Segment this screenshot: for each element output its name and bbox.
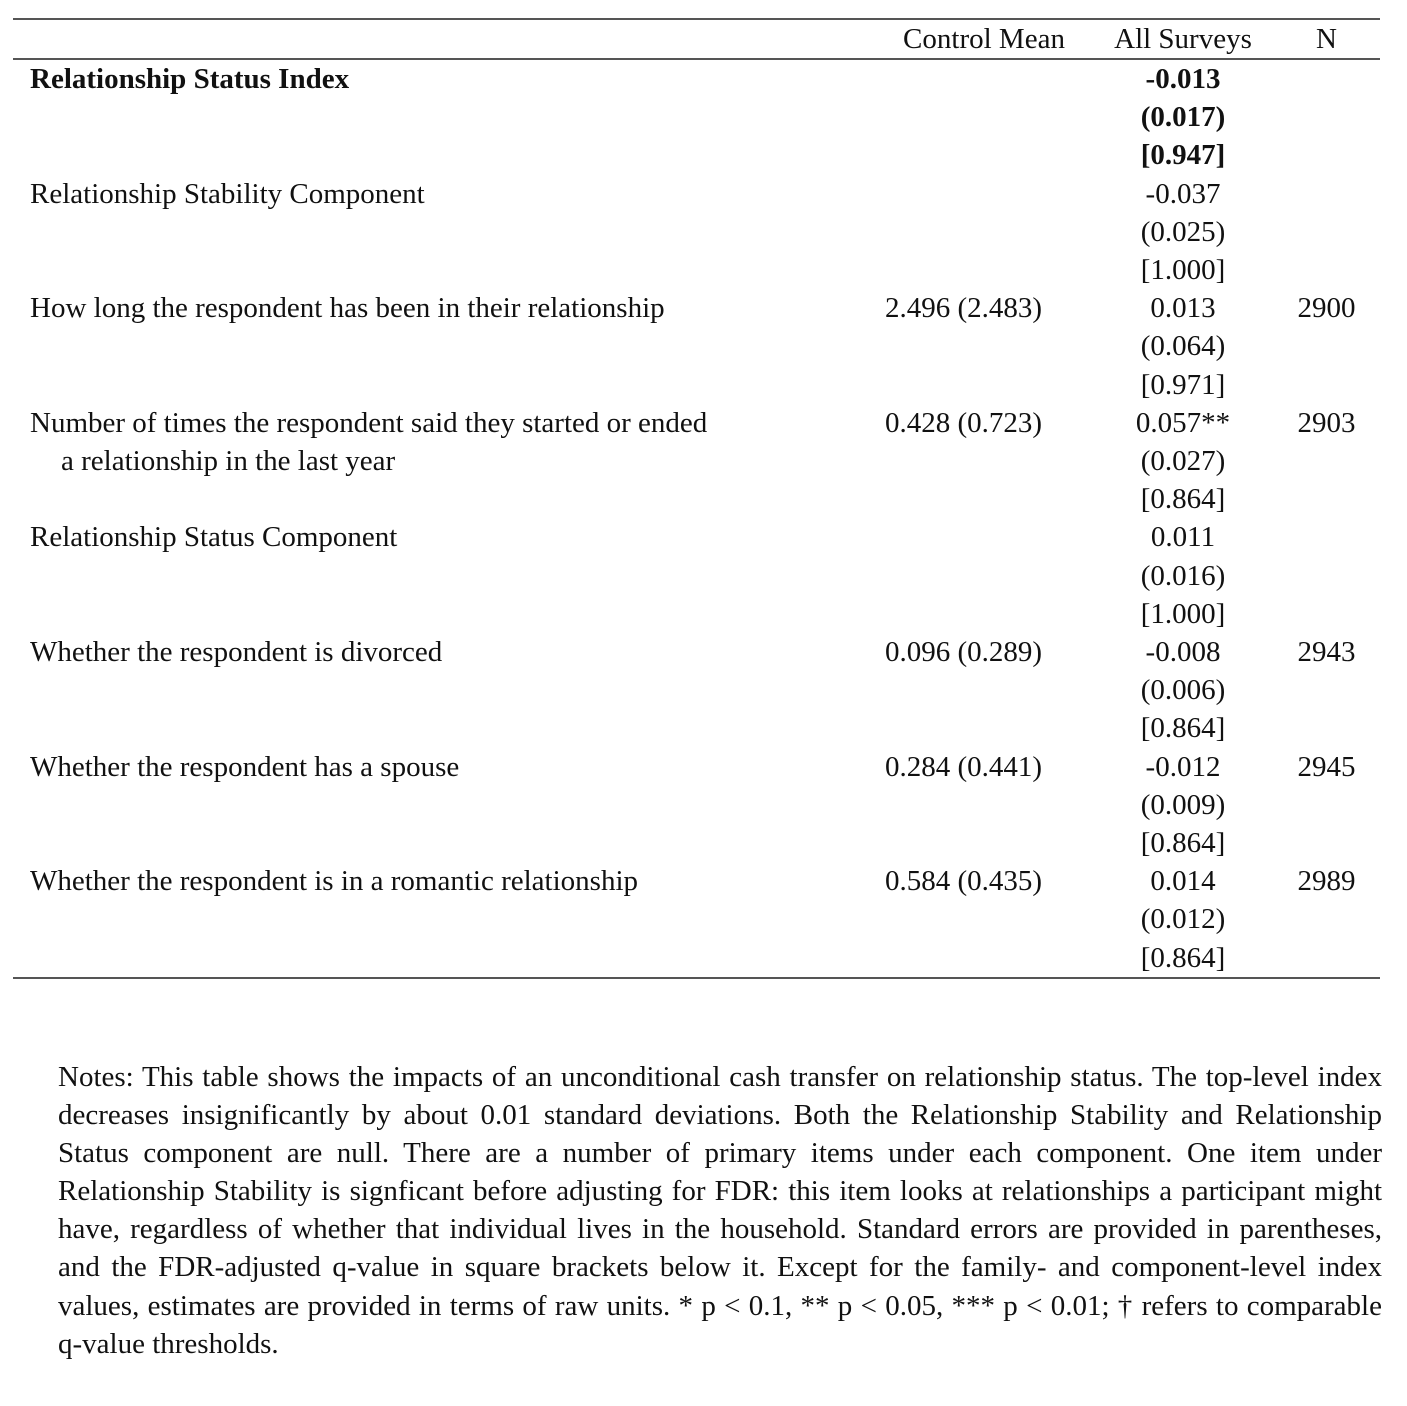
- row-label: [13, 404, 875, 519]
- n-cell: 2989: [1297, 865, 1356, 898]
- standard-error: (0.017): [1140, 101, 1226, 134]
- row-label-continuation: a relationship in the last year: [61, 445, 396, 478]
- control-mean-cell: 0.284 (0.441): [885, 750, 1043, 783]
- table-row: [13, 518, 1380, 633]
- estimate-cell: [1093, 862, 1273, 977]
- row-label-text: Whether the respondent has a spouse: [30, 750, 460, 783]
- estimate-cell: [1093, 518, 1273, 633]
- point-estimate: -0.013: [1145, 63, 1221, 95]
- table-body: [13, 60, 1380, 977]
- q-value: [0.971]: [1140, 368, 1226, 401]
- table-row: [13, 175, 1380, 290]
- header-n: N: [1316, 23, 1337, 55]
- control-mean-cell: [875, 518, 1093, 633]
- control-mean-cell: [875, 175, 1093, 290]
- q-value: [0.947]: [1140, 139, 1226, 172]
- estimate-cell: [1093, 60, 1273, 175]
- standard-error: (0.009): [1140, 788, 1226, 821]
- table-row: [13, 862, 1380, 977]
- q-value: [0.864]: [1140, 827, 1226, 860]
- n-cell: 2943: [1297, 636, 1356, 669]
- n-cell: 2945: [1297, 750, 1356, 783]
- n-cell: [1273, 60, 1380, 175]
- q-value: [1.000]: [1140, 597, 1226, 630]
- table-row: [13, 748, 1380, 863]
- table-row: [13, 60, 1380, 175]
- point-estimate: -0.012: [1145, 750, 1221, 783]
- row-label-text: Whether the respondent is divorced: [30, 636, 443, 669]
- row-label: [13, 175, 875, 290]
- estimate-cell: [1093, 748, 1273, 863]
- row-label-text: Number of times the respondent said they started or ended: [30, 406, 708, 439]
- standard-error: (0.016): [1140, 559, 1226, 592]
- row-label: [13, 60, 875, 175]
- header-all-surveys: All Surveys: [1114, 23, 1252, 55]
- standard-error: (0.012): [1140, 903, 1226, 936]
- point-estimate: 0.014: [1150, 865, 1216, 898]
- q-value: [1.000]: [1140, 254, 1226, 287]
- control-mean-cell: 0.096 (0.289): [885, 636, 1043, 669]
- header-control-mean: Control Mean: [903, 23, 1065, 55]
- point-estimate: -0.008: [1145, 636, 1221, 669]
- point-estimate: 0.057**: [1135, 406, 1231, 439]
- row-label-text: Relationship Status Component: [30, 521, 398, 554]
- point-estimate: 0.011: [1150, 521, 1216, 554]
- results-table: [13, 18, 1380, 979]
- estimate-cell: [1093, 289, 1273, 404]
- point-estimate: -0.037: [1145, 177, 1221, 210]
- q-value: [0.864]: [1140, 483, 1226, 516]
- standard-error: (0.006): [1140, 674, 1226, 707]
- point-estimate: 0.013: [1150, 292, 1216, 325]
- row-label-text: Whether the respondent is in a romantic relationship: [30, 865, 639, 898]
- n-cell: 2900: [1297, 292, 1356, 325]
- control-mean-cell: 0.584 (0.435): [885, 865, 1043, 898]
- row-label: [13, 289, 875, 404]
- table-notes: Notes: This table shows the impacts of an unconditional cash transfer on relationship status. The top-level index decreases insignificantly by about 0.01 standard deviations. Both the Relationship Stability and Relationship Status component are null. There are a number of primary items under each component. One item under Relationship Stability is signficant before adjusting for FDR: this item looks at relationships a participant might have, regardless of whether that individual lives in the household. Standard errors are provided in parentheses, and the FDR-adjusted q-value in square brackets below it. Except for the family- and component-level index values, estimates are provided in terms of raw units. * p < 0.1, ** p < 0.05, *** p < 0.01; † refers to comparable q-value thresholds.: [58, 1061, 1382, 1360]
- standard-error: (0.027): [1140, 445, 1226, 478]
- table-row: [13, 404, 1380, 519]
- standard-error: (0.064): [1140, 330, 1226, 363]
- n-cell: 2903: [1297, 406, 1356, 439]
- estimate-cell: [1093, 175, 1273, 290]
- n-cell: [1273, 175, 1380, 290]
- q-value: [0.864]: [1140, 712, 1226, 745]
- q-value: [0.864]: [1140, 941, 1226, 974]
- header-label: [13, 20, 875, 58]
- control-mean-cell: 0.428 (0.723): [885, 406, 1043, 439]
- row-label: [13, 518, 875, 633]
- control-mean-cell: 2.496 (2.483): [885, 292, 1043, 325]
- estimate-cell: [1093, 404, 1273, 519]
- standard-error: (0.025): [1140, 215, 1226, 248]
- row-label: [13, 862, 875, 977]
- n-cell: [1273, 518, 1380, 633]
- control-mean-cell: [875, 60, 1093, 175]
- row-label-text: Relationship Stability Component: [30, 177, 425, 210]
- table-row: [13, 633, 1380, 748]
- row-label-text: How long the respondent has been in their relationship: [30, 292, 665, 325]
- table-row: [13, 289, 1380, 404]
- row-label: [13, 748, 875, 863]
- table-header: [13, 20, 1380, 60]
- row-label: [13, 633, 875, 748]
- row-label-text: Relationship Status Index: [30, 63, 350, 95]
- estimate-cell: [1093, 633, 1273, 748]
